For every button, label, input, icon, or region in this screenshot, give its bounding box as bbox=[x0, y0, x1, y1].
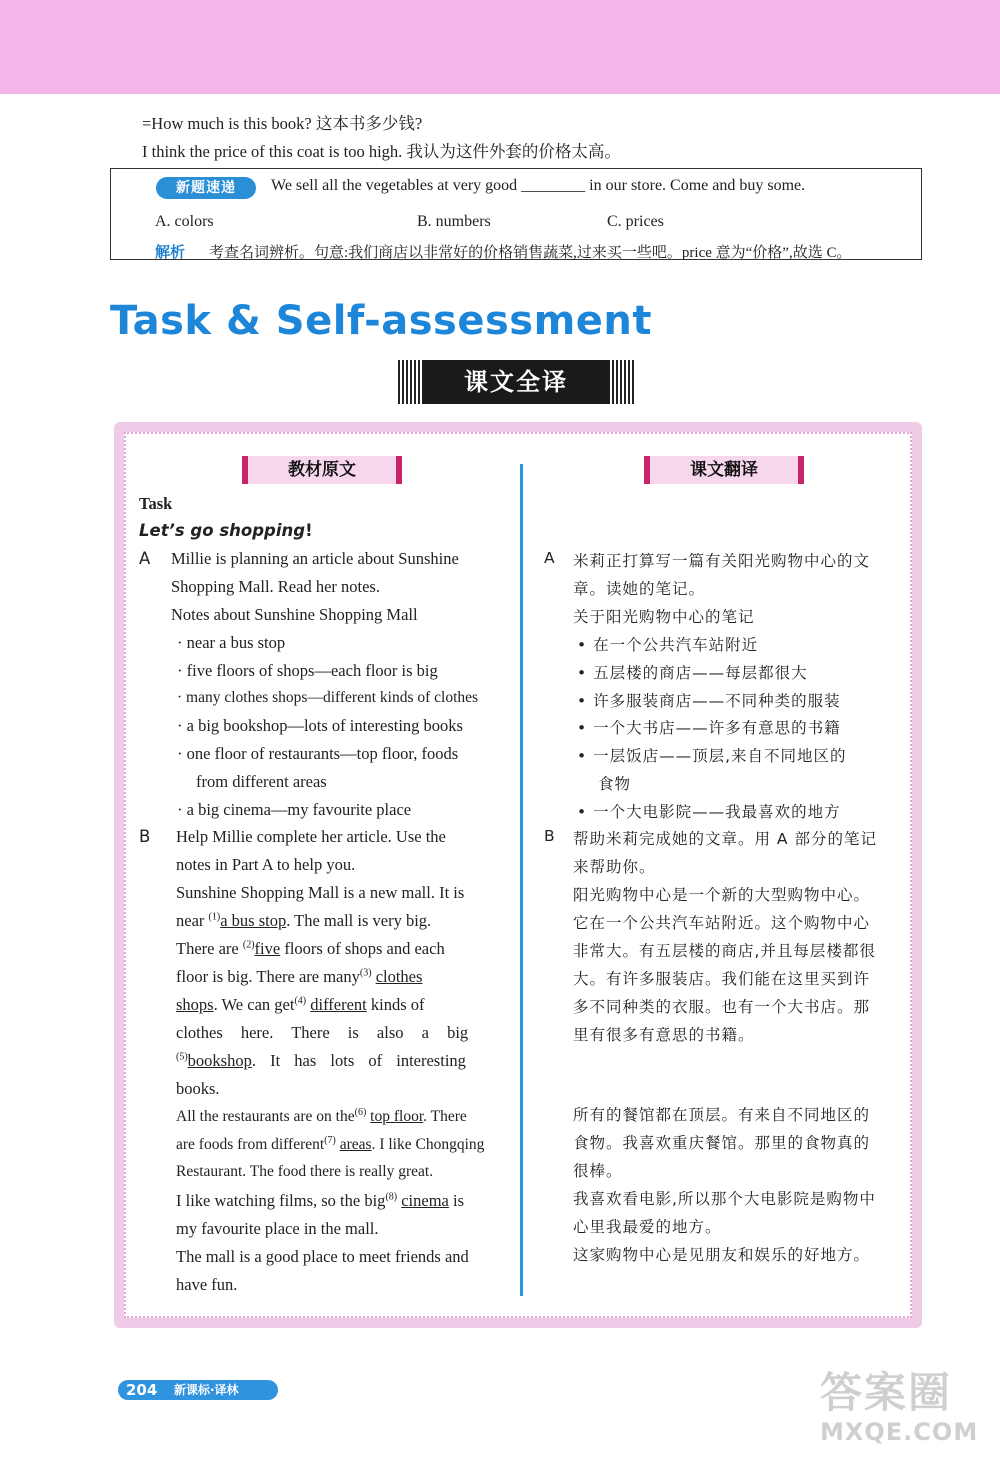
article-line: There are $^{(2)}$five floors of shops and each bbox=[176, 939, 445, 958]
article-line: are foods from different$^{(7)}$ areas. I like Chongqing bbox=[176, 1135, 485, 1154]
article-line: floor is big. There are many$^{(3)}$ clothes bbox=[176, 967, 423, 986]
quiz-box bbox=[110, 168, 922, 260]
translation-notes-title: 关于阳光购物中心的笔记 bbox=[573, 608, 755, 626]
option-c: C. prices bbox=[607, 213, 664, 230]
translation-line: 多不同种类的衣服。也有一个大书店。那 bbox=[573, 998, 871, 1016]
translation-note-item-continued: 食物 bbox=[598, 775, 632, 793]
original-text-header: 教材原文 bbox=[242, 456, 402, 484]
example-line-2: I think the price of this coat is too high. 我认为这件外套的价格太高。 bbox=[142, 142, 621, 161]
article-line: The mall is a good place to meet friends and bbox=[176, 1247, 469, 1266]
translation-note-item: • 在一个公共汽车站附近 bbox=[577, 636, 759, 654]
translation-note-item: • 一层饭店——顶层,来自不同地区的 bbox=[577, 747, 847, 765]
article-line: have fun. bbox=[176, 1275, 238, 1294]
article-line: Sunshine Shopping Mall is a new mall. It is bbox=[176, 883, 465, 902]
watermark-line-2: MXQE.COM bbox=[820, 1418, 979, 1446]
translation-line: 帮助米莉完成她的文章。用 A 部分的笔记 bbox=[573, 830, 877, 848]
answer-8: cinema bbox=[401, 1191, 449, 1210]
article-line: near $^{(1)}$a bus stop. The mall is very big. bbox=[176, 911, 432, 930]
article-line: I like watching films, so the big$^{(8)}$ cinema is bbox=[176, 1191, 465, 1210]
translation-line: 里有很多有意思的书籍。 bbox=[573, 1026, 755, 1044]
translation-banner bbox=[398, 360, 634, 404]
banner-label: 课文全译 bbox=[422, 360, 610, 404]
translation-line: 阳光购物中心是一个新的大型购物中心。 bbox=[573, 886, 871, 904]
answer-7: areas bbox=[339, 1136, 372, 1154]
top-color-band bbox=[0, 0, 1000, 94]
banner-stripes-right bbox=[612, 360, 634, 404]
example-line-1: =How much is this book? 这本书多少钱? bbox=[142, 114, 423, 133]
analysis-text: 考查名词辨析。句意:我们商店以非常好的价格销售蔬菜,过来买一些吧。price 意为“价格”,故选 C。 bbox=[209, 245, 852, 261]
column-divider bbox=[520, 464, 523, 1296]
article-line: my favourite place in the mall. bbox=[176, 1219, 379, 1238]
answer-3: clothes bbox=[375, 967, 423, 986]
translation-line: 食物。我喜欢重庆餐馆。那里的食物真的 bbox=[573, 1134, 871, 1152]
translation-line: 所有的餐馆都在顶层。有来自不同地区的 bbox=[573, 1106, 871, 1124]
section-title: Task & Self-assessment bbox=[110, 298, 652, 344]
note-item: · many clothes shops—different kinds of clothes bbox=[177, 689, 479, 706]
part-a-label: A bbox=[139, 549, 151, 568]
note-item-continued: from different areas bbox=[196, 772, 327, 791]
translation-line: 这家购物中心是见朋友和娱乐的好地方。 bbox=[573, 1246, 871, 1264]
translation-note-item: • 五层楼的商店——每层都很大 bbox=[577, 664, 808, 682]
translation-line: 心里我最爱的地方。 bbox=[573, 1218, 722, 1236]
translation-note-item: • 许多服装商店——不同种类的服装 bbox=[577, 692, 841, 710]
answer-6: top floor bbox=[370, 1108, 424, 1126]
article-line: clothes here. There is also a big bbox=[176, 1023, 469, 1042]
watermark-logo bbox=[820, 1360, 990, 1450]
translation-line: 大。有许多服装店。我们能在这里买到许 bbox=[573, 970, 871, 988]
new-question-badge: 新题速递 bbox=[156, 177, 256, 199]
part-b-line-2: notes in Part A to help you. bbox=[176, 855, 356, 874]
translation-line: 章。读她的笔记。 bbox=[573, 580, 706, 598]
lesson-subtitle: Let’s go shopping! bbox=[139, 521, 313, 540]
part-a-line-1: Millie is planning an article about Sunshine bbox=[171, 549, 459, 568]
translation-note-item: • 一个大书店——许多有意思的书籍 bbox=[577, 719, 841, 737]
note-item: · near a bus stop bbox=[177, 633, 286, 652]
quiz-question: We sell all the vegetables at very good ________ in our store. Come and buy some. bbox=[271, 177, 806, 194]
article-line: $^{(5)}$bookshop. It has lots of interesting bbox=[176, 1051, 466, 1070]
translation-line: 来帮助你。 bbox=[573, 858, 656, 876]
translation-header: 课文翻译 bbox=[644, 456, 804, 484]
note-item: · one floor of restaurants—top floor, foods bbox=[177, 744, 459, 763]
translation-line: 很棒。 bbox=[573, 1162, 623, 1180]
task-label: Task bbox=[139, 494, 173, 513]
note-item: · five floors of shops—each floor is big bbox=[177, 661, 438, 680]
translation-note-item: • 一个大电影院——我最喜欢的地方 bbox=[577, 803, 841, 821]
answer-1: a bus stop bbox=[220, 911, 287, 930]
notes-title: Notes about Sunshine Shopping Mall bbox=[171, 605, 418, 624]
translation-line: 米莉正打算写一篇有关阳光购物中心的文 bbox=[573, 552, 871, 570]
article-line: Restaurant. The food there is really great. bbox=[176, 1163, 434, 1180]
series-label: 新课标·译林 bbox=[174, 1383, 239, 1397]
answer-4: different bbox=[310, 995, 367, 1014]
option-b: B. numbers bbox=[417, 213, 491, 230]
option-a: A. colors bbox=[155, 213, 214, 230]
part-b-label-cn: B bbox=[544, 827, 556, 845]
page-number: 204 bbox=[126, 1381, 158, 1399]
article-line: shops. We can get$^{(4)}$ different kinds of bbox=[176, 995, 425, 1014]
page-footer bbox=[118, 1380, 278, 1400]
banner-stripes-left bbox=[398, 360, 420, 404]
note-item: · a big cinema—my favourite place bbox=[177, 800, 412, 819]
analysis-label: 解析 bbox=[155, 243, 186, 261]
translation-line: 非常大。有五层楼的商店,并且每层楼都很 bbox=[573, 942, 876, 960]
part-b-label: B bbox=[139, 827, 151, 846]
part-b-line-1: Help Millie complete her article. Use the bbox=[176, 827, 446, 846]
answer-5: bookshop bbox=[187, 1051, 252, 1070]
note-item: · a big bookshop—lots of interesting books bbox=[177, 716, 463, 735]
part-a-label-cn: A bbox=[544, 549, 556, 567]
translation-line: 我喜欢看电影,所以那个大电影院是购物中 bbox=[573, 1190, 876, 1208]
article-line: All the restaurants are on the$^{(6)}$ top floor. There bbox=[176, 1107, 467, 1126]
watermark-line-1: 答案圈 bbox=[820, 1368, 953, 1417]
part-a-line-2: Shopping Mall. Read her notes. bbox=[171, 577, 380, 596]
answer-3-continued: shops bbox=[176, 995, 214, 1014]
article-line: books. bbox=[176, 1079, 220, 1098]
answer-2: five bbox=[254, 939, 281, 958]
translation-line: 它在一个公共汽车站附近。这个购物中心 bbox=[573, 914, 871, 932]
